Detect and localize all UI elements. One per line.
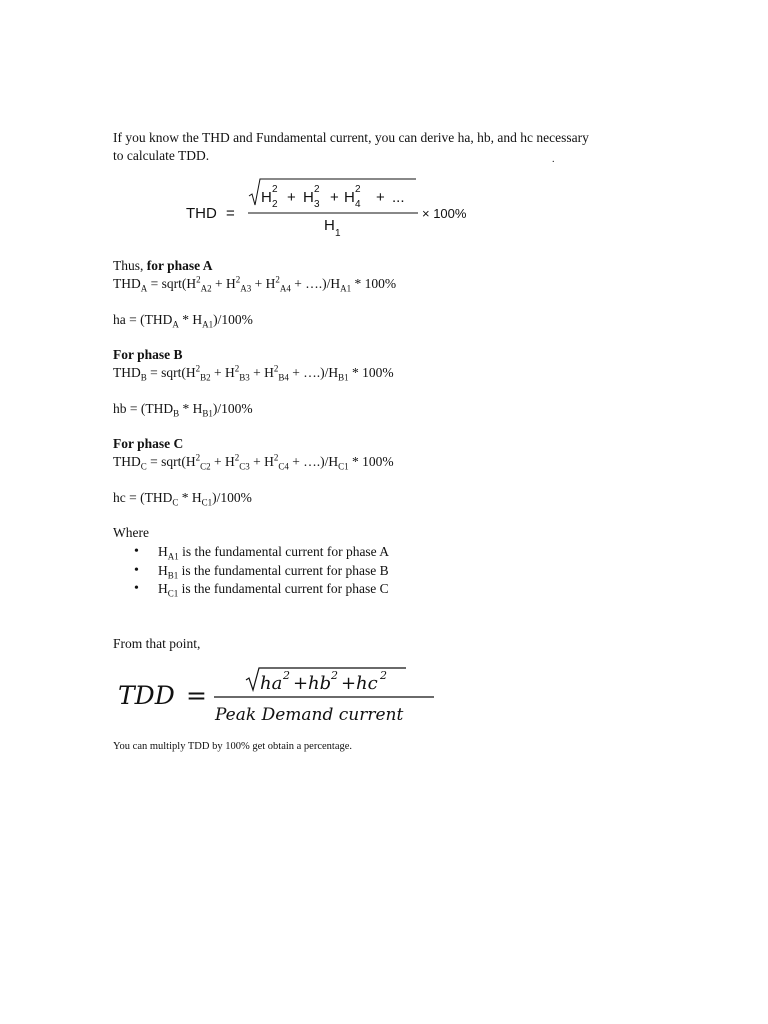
sub-3: B3 (239, 372, 250, 383)
where-bullet-list (134, 543, 389, 599)
sq: 2 (273, 363, 279, 374)
h-sub: B1 (167, 570, 179, 581)
h-end: )/100% (212, 401, 253, 416)
plus: + H (251, 276, 276, 291)
sub-1: B1 (338, 372, 349, 383)
h-end: )/100% (212, 490, 252, 505)
tail: + ….)/H (290, 276, 341, 291)
item-text: is the fundamental current for phase C (178, 581, 389, 596)
num-plus-2: + (330, 189, 339, 206)
h-mid: * H (178, 312, 203, 327)
h-start: ha = (THD (113, 312, 173, 327)
sq: 2 (275, 274, 280, 285)
sub-3: A3 (240, 283, 252, 294)
phase-b-header: For phase B (113, 347, 183, 362)
eq-start: = sqrt(H (146, 365, 196, 380)
tdd-denominator: Peak Demand current (215, 705, 404, 725)
h-sub: B (173, 408, 180, 419)
sub-4: B4 (278, 372, 289, 383)
h-end: )/100% (213, 312, 253, 327)
num-h3-sub: 3 (314, 199, 320, 210)
tdd-hc: hc (356, 673, 378, 694)
phase-c-h-equation (113, 489, 252, 507)
num-h2-sq: 2 (272, 184, 278, 195)
h-sub: A1 (167, 551, 179, 562)
intro-paragraph (113, 129, 673, 165)
tail: + ….)/H (288, 365, 339, 380)
intro-line-2: to calculate TDD. (113, 148, 210, 163)
plus: + H (210, 365, 235, 380)
end: * 100% (351, 276, 397, 291)
sub-4: A4 (279, 283, 291, 294)
thd-label: THD (113, 365, 141, 380)
h-label: H (158, 562, 168, 578)
tdd-hb-sq: 2 (331, 669, 338, 682)
thd-label: THD (113, 276, 141, 291)
from-that-point: From that point, (113, 636, 201, 651)
thd-sub: B (140, 372, 147, 383)
end: * 100% (348, 365, 394, 380)
den-h1: H (324, 217, 335, 234)
phase-c-thd-equation (113, 453, 394, 471)
where-label: Where (113, 525, 149, 540)
phase-a-heading (113, 257, 213, 275)
phase-a-header: for phase A (146, 258, 213, 273)
tdd-hc-sq: 2 (380, 669, 387, 682)
sub-1: A1 (340, 283, 352, 294)
h-sub: A (172, 319, 179, 330)
thd-formula (186, 176, 486, 238)
h-sub2: B1 (202, 408, 213, 419)
phase-b-h-equation (113, 400, 253, 418)
sub-1: C1 (338, 461, 349, 472)
h-sub2: A1 (202, 319, 214, 330)
thd-label: THD (113, 454, 141, 469)
tdd-formula (118, 664, 448, 728)
num-h3-sq: 2 (314, 184, 320, 195)
num-plus-3: + (376, 189, 385, 206)
h-mid: * H (178, 490, 202, 505)
h-sub2: C1 (201, 497, 213, 508)
plus: + H (211, 276, 236, 291)
tdd-ha-sq: 2 (283, 669, 290, 682)
num-h3: H (303, 189, 314, 206)
sq: 2 (234, 452, 240, 463)
phase-c-header: For phase C (113, 436, 184, 451)
thd-sub: C (140, 461, 147, 472)
sub-4: C4 (278, 461, 289, 472)
h-label: H (158, 581, 168, 596)
h-sub: C1 (167, 588, 179, 599)
h-start: hc = (THD (113, 490, 173, 505)
plus: + H (210, 454, 235, 469)
sub-3: C3 (239, 461, 250, 472)
closing-note: You can multiply TDD by 100% get obtain a percentage. (113, 741, 353, 752)
sq: 2 (234, 363, 240, 374)
tdd-hb: hb (308, 673, 332, 694)
stray-mark: . (552, 154, 555, 165)
h-start: hb = (THD (113, 401, 174, 416)
tdd-plus-2: + (341, 673, 357, 694)
num-h2-sub: 2 (272, 199, 278, 210)
list-item (134, 562, 389, 581)
phase-b-thd-equation (113, 364, 394, 382)
plus: + H (249, 365, 274, 380)
phase-b-heading (113, 346, 183, 364)
sq: 2 (196, 274, 201, 285)
sq: 2 (235, 274, 241, 285)
sq: 2 (195, 452, 201, 463)
num-h4-sq: 2 (355, 184, 361, 195)
tdd-ha: ha (260, 673, 283, 694)
eq-start: = sqrt(H (147, 276, 197, 291)
item-text: is the fundamental current for phase B (178, 562, 389, 578)
phase-a-thd-equation (113, 275, 396, 293)
list-item (134, 543, 389, 562)
num-h4-sub: 4 (355, 199, 361, 210)
tail: + ….)/H (288, 454, 339, 469)
num-plus-1: + (287, 189, 296, 206)
tdd-equals: = (186, 681, 207, 710)
sub-2: A2 (200, 283, 212, 294)
tdd-lhs: TDD (118, 681, 175, 710)
h-label: H (158, 544, 168, 559)
phase-c-heading (113, 435, 183, 453)
thd-formula-equals: = (226, 205, 235, 222)
num-h2: H (261, 189, 272, 206)
sq: 2 (273, 452, 279, 463)
num-ellipsis: ... (392, 189, 405, 206)
num-h4: H (344, 189, 355, 206)
sub-2: B2 (200, 372, 211, 383)
h-sub: C (172, 497, 179, 508)
h-mid: * H (179, 401, 203, 416)
list-item (134, 580, 389, 599)
eq-start: = sqrt(H (146, 454, 196, 469)
thd-formula-lhs: THD (186, 205, 217, 222)
plus: + H (249, 454, 274, 469)
item-text: is the fundamental current for phase A (178, 544, 390, 559)
sub-2: C2 (200, 461, 211, 472)
times-100: × 100% (422, 206, 467, 221)
thd-sub: A (140, 283, 148, 294)
den-h1-sub: 1 (335, 228, 341, 238)
end: * 100% (348, 454, 394, 469)
phase-a-h-equation (113, 311, 253, 329)
intro-line-1: If you know the THD and Fundamental current, you can derive ha, hb, and hc necessary (113, 130, 589, 145)
sq: 2 (195, 363, 201, 374)
thus-text: Thus, (113, 258, 147, 273)
tdd-plus-1: + (293, 673, 309, 694)
